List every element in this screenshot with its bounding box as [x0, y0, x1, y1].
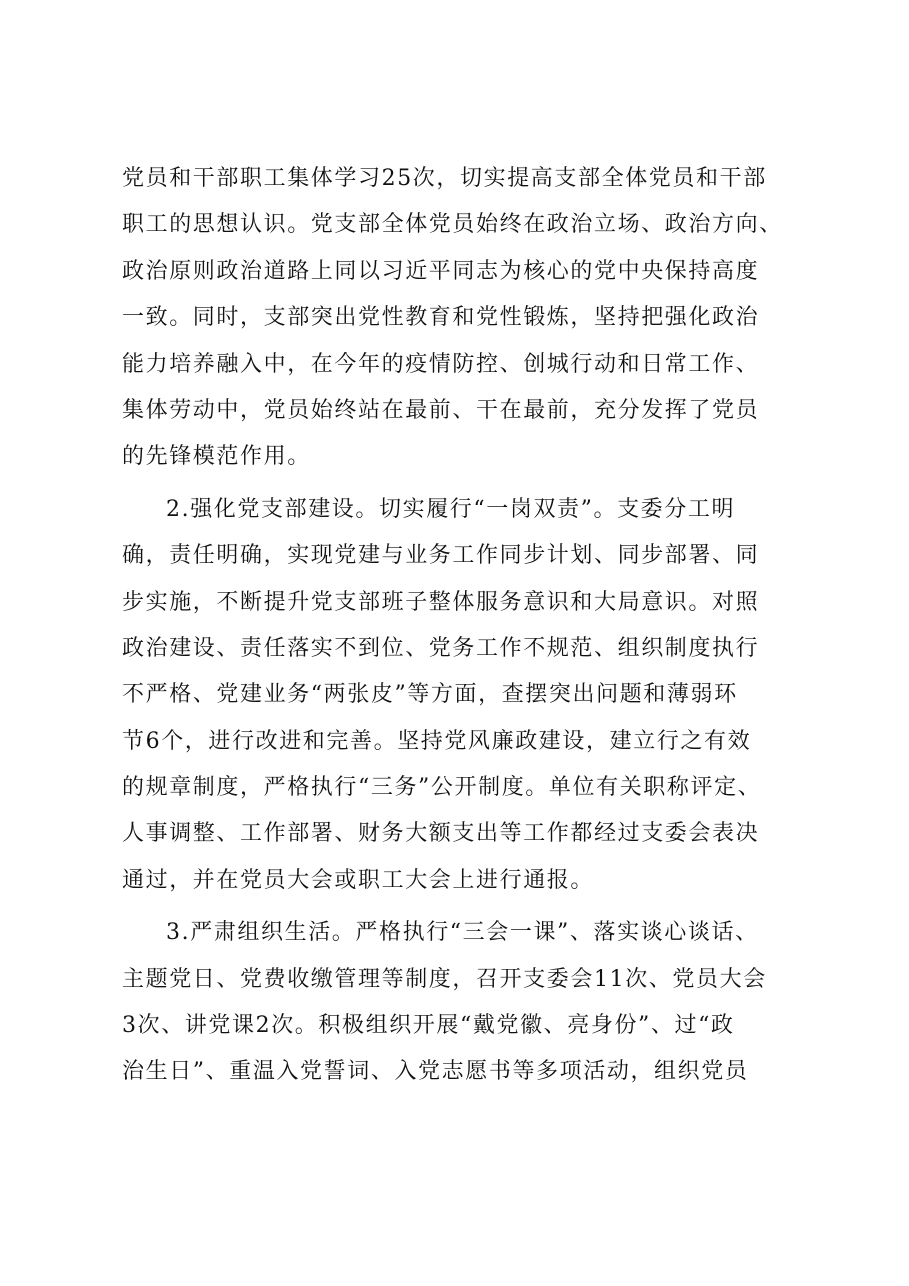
text-line: 人事调整、工作部署、财务大额支出等工作都经过支委会表决 — [122, 821, 760, 847]
text-line: 政治原则政治道路上同以习近平同志为核心的党中央保持高度 — [122, 258, 760, 284]
text-line: 的先锋模范作用。 — [122, 444, 311, 470]
text-line: 治生日”、重温入党誓词、入党志愿书等多项活动，组织党员 — [122, 1059, 749, 1085]
text-line: 一致。同时，支部突出党性教育和党性锻炼，坚持把强化政治 — [122, 305, 760, 331]
text-line: 集体劳动中，党员始终站在最前、干在最前，充分发挥了党员 — [122, 397, 760, 423]
text-line: 3.严肃组织生活。严格执行“三会一课”、落实谈心谈话、 — [166, 920, 759, 946]
text-line: 节6个，进行改进和完善。坚持党风廉政建设，建立行之有效 — [122, 728, 752, 754]
paragraph-study-summary — [122, 156, 812, 481]
text-line: 政治建设、责任落实不到位、党务工作不规范、组织制度执行 — [122, 635, 760, 661]
text-line: 的规章制度，严格执行“三务”公开制度。单位有关职称评定、 — [122, 775, 762, 801]
text-line: 步实施，不断提升党支部班子整体服务意识和大局意识。对照 — [122, 589, 760, 615]
paragraph-branch-building — [122, 487, 812, 905]
text-line: 职工的思想认识。党支部全体党员始终在政治立场、政治方向、 — [122, 212, 783, 238]
text-line: 主题党日、党费收缴管理等制度，召开支委会11次、党员大会 — [122, 966, 767, 992]
text-line: 3次、讲党课2次。积极组织开展“戴党徽、亮身份”、过“政 — [122, 1013, 735, 1039]
text-line: 通过，并在党员大会或职工大会上进行通报。 — [122, 867, 595, 893]
document-body — [122, 156, 812, 1096]
text-line: 2.强化党支部建设。切实履行“一岗双责”。支委分工明 — [166, 496, 736, 522]
paragraph-organization-life — [122, 910, 812, 1096]
text-line: 不严格、党建业务“两张皮”等方面，查摆突出问题和薄弱环 — [122, 682, 738, 708]
text-line: 确，责任明确，实现党建与业务工作同步计划、同步部署、同 — [122, 543, 760, 569]
text-line: 能力培养融入中，在今年的疫情防控、创城行动和日常工作、 — [122, 351, 760, 377]
text-line: 党员和干部职工集体学习25次，切实提高支部全体党员和干部 — [122, 166, 767, 191]
